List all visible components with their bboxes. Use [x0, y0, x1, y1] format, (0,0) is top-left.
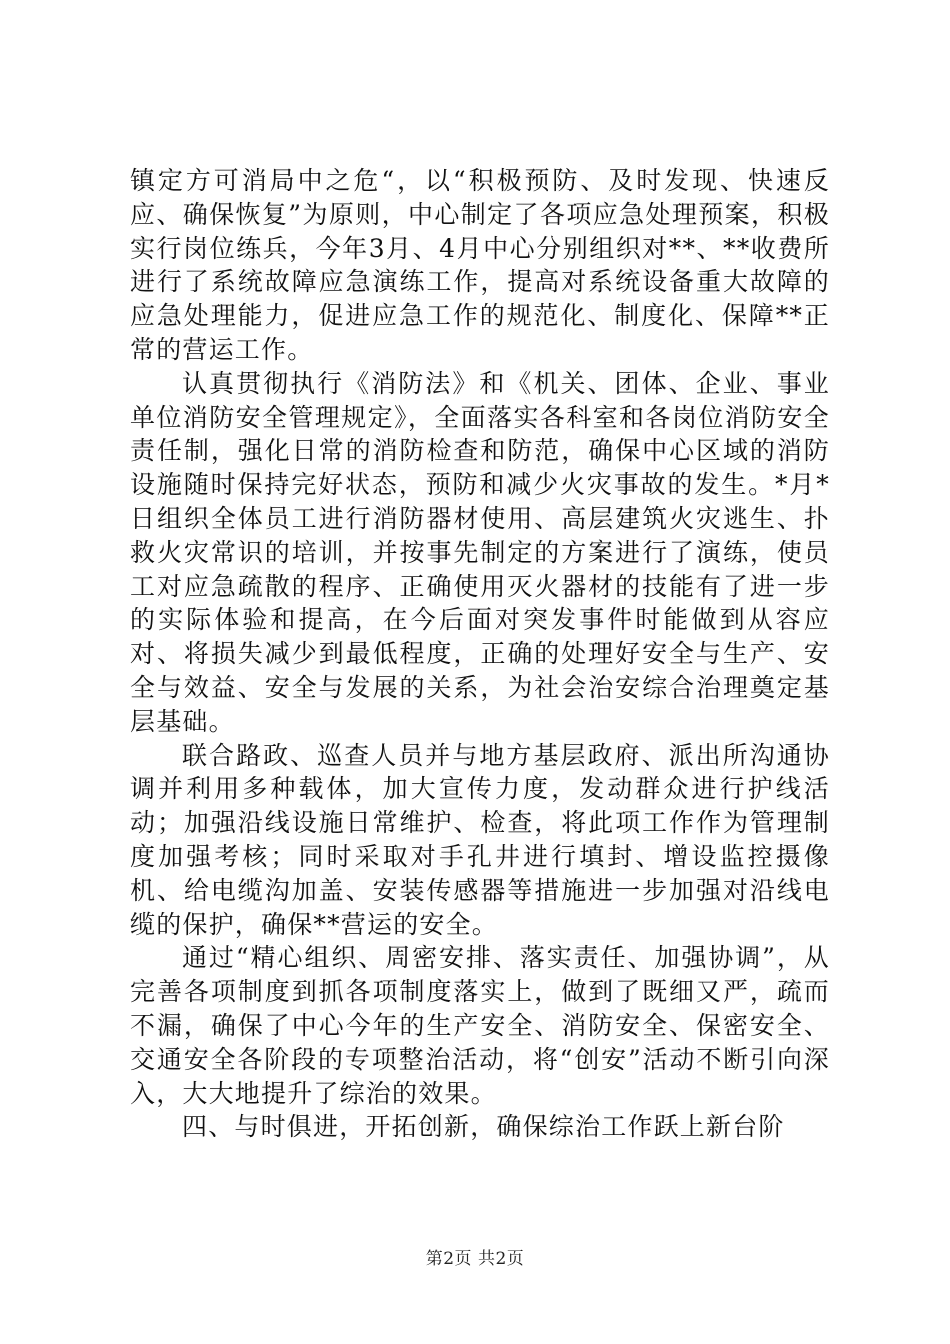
- paragraph-line-protection: 联合路政、巡查人员并与地方基层政府、派出所沟通协调并利用多种载体，加大宣传力度，发动群众进行护线活动；加强沿线设施日常维护、检查，将此项工作作为管理制度加强考核；同时采取对手孔井进行填封、增设监控摄像机、给电缆沟加盖、安装传感器等措施进一步加强对沿线电缆的保护，确保**营运的安全。: [130, 740, 830, 939]
- paragraph-fire-safety: 认真贯彻执行《消防法》和《机关、团体、企业、事业单位消防安全管理规定》，全面落实各科室和各岗位消防安全责任制，强化日常的消防检查和防范，确保中心区域的消防设施随时保持完好状态，预防和减少火灾事故的发生。*月*日组织全体员工进行消防器材使用、高层建筑火灾逃生、扑救火灾常识的培训，并按事先制定的方案进行了演练，使员工对应急疏散的程序、正确使用灭火器材的技能有了进一步的实际体验和提高，在今后面对突发事件时能做到从容应对、将损失减少到最低程度，正确的处理好安全与生产、安全与效益、安全与发展的关系，为社会治安综合治理奠定基层基础。: [130, 368, 830, 736]
- section-heading-four: 四、与时俱进，开拓创新，确保综治工作跃上新台阶: [182, 1112, 785, 1142]
- paragraph-safety-summary: 通过“精心组织、周密安排、落实责任、加强协调”，从完善各项制度到抓各项制度落实上，做到了既细又严，疏而不漏，确保了中心今年的生产安全、消防安全、保密安全、交通安全各阶段的专项整治活动，将“创安”活动不断引向深入，大大地提升了综治的效果。: [130, 943, 830, 1108]
- document-body: [130, 164, 830, 1144]
- page-number-footer: 第2页 共2页: [425, 1249, 525, 1269]
- paragraph-emergency-drill: 镇定方可消局中之危“，以“积极预防、及时发现、快速反应、确保恢复”为原则，中心制定了各项应急处理预案，积极实行岗位练兵，今年3月、4月中心分别组织对**、**收费所进行了系统故障应急演练工作，提高对系统设备重大故障的应急处理能力，促进应急工作的规范化、制度化、保障**正常的营运工作。: [130, 166, 830, 364]
